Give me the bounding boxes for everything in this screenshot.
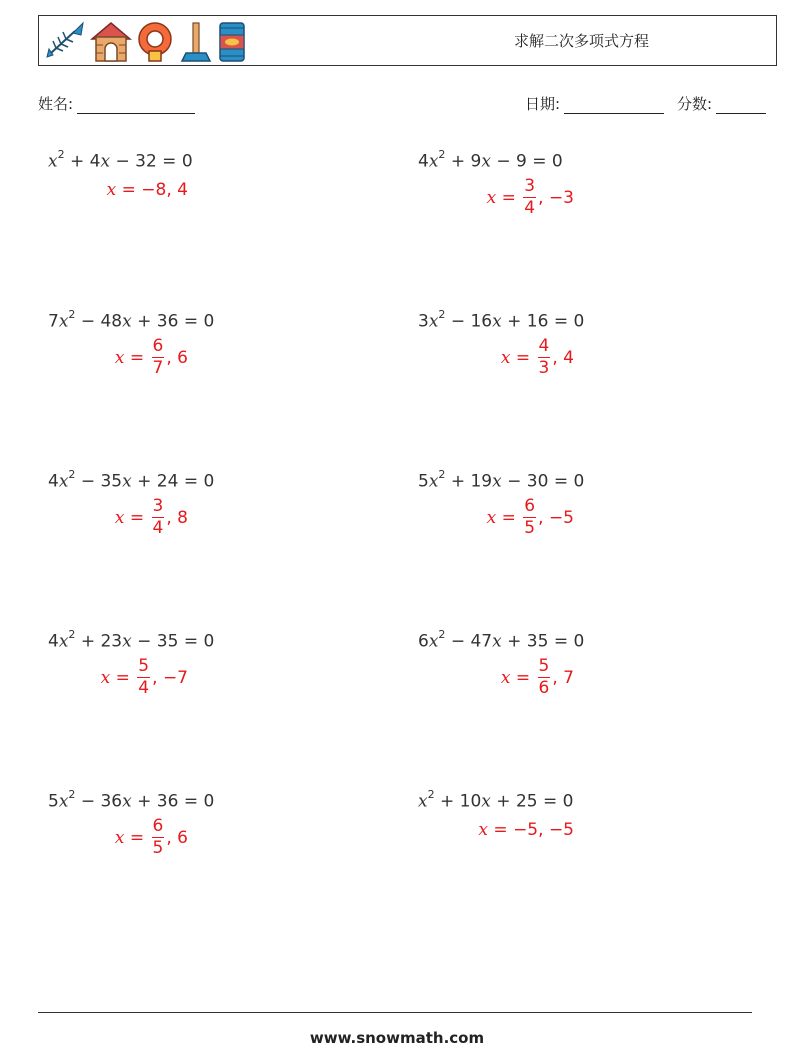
sign-1: − <box>80 471 96 492</box>
date-blank[interactable] <box>564 96 664 114</box>
coef-a: 5 <box>48 791 59 812</box>
fraction-denominator: 4 <box>152 518 164 538</box>
var-x: x <box>428 631 439 652</box>
page-title: 求解二次多项式方程 <box>514 32 650 50</box>
name-label: 姓名: <box>38 95 74 113</box>
answer: x = $\frac{3}{4}$ , −3 <box>486 176 574 218</box>
coef-c: 36 <box>156 311 179 332</box>
var-x: x <box>418 791 428 812</box>
equation: $6x^2 - 47x + 35 = 0$ <box>418 628 585 652</box>
exponent: 2 <box>68 628 76 641</box>
coef-b: 4 <box>89 151 101 172</box>
answer-fraction <box>152 818 165 857</box>
var-x: x <box>481 151 491 172</box>
sign-2: + <box>496 791 511 812</box>
answer-root-2: 4 <box>177 180 188 200</box>
answer-root-2: −5 <box>548 820 574 840</box>
fraction-numerator: 5 <box>138 656 150 676</box>
answer-root-1: −5 <box>513 820 539 840</box>
fraction-denominator: 4 <box>138 678 150 698</box>
equation: $5x^2 + 19x - 30 = 0$ <box>418 468 585 492</box>
answer-fraction <box>538 658 551 697</box>
sign-2: + <box>137 311 152 332</box>
var-x: x <box>106 180 117 200</box>
answer-root-2: 6 <box>177 347 188 368</box>
answer: x = $\frac{3}{4}$ , 8 <box>114 496 188 538</box>
answer-root-1: −8 <box>141 180 167 200</box>
fraction-denominator: 6 <box>538 678 550 698</box>
plunger-icon <box>178 19 214 63</box>
answer: x = $\frac{6}{5}$ , −5 <box>486 496 574 538</box>
coef-c: 16 <box>526 311 549 332</box>
var-x: x <box>428 471 439 492</box>
equation: $5x^2 - 36x + 36 = 0$ <box>48 788 215 812</box>
exponent: 2 <box>68 468 76 481</box>
coef-b: 48 <box>100 311 123 332</box>
score-label: 分数: <box>677 95 713 113</box>
coef-a: 6 <box>418 631 429 652</box>
answer: x = $\frac{5}{4}$ , −7 <box>100 656 188 698</box>
answer-fraction <box>523 498 536 537</box>
fraction-numerator: 3 <box>152 496 164 516</box>
exponent: 2 <box>438 308 446 321</box>
var-x: x <box>122 791 132 812</box>
answer-fraction <box>523 178 536 217</box>
coef-c: 36 <box>156 791 179 812</box>
footer-divider <box>38 1012 752 1013</box>
coef-a: 7 <box>48 311 59 332</box>
var-x: x <box>58 631 69 652</box>
coef-c: 30 <box>526 471 549 492</box>
var-x: x <box>122 311 132 332</box>
var-x: x <box>486 507 497 528</box>
answer-root-2: −5 <box>548 507 574 528</box>
var-x: x <box>500 667 511 688</box>
coef-b: 36 <box>100 791 123 812</box>
equation: $x^2 + 4x - 32 = 0$ <box>48 148 193 172</box>
answer: x = −8 , 4 <box>106 180 188 200</box>
coef-a: 4 <box>418 151 429 172</box>
var-x: x <box>428 311 439 332</box>
doghouse-icon <box>90 19 132 63</box>
var-x: x <box>500 347 511 368</box>
name-blank[interactable] <box>77 96 195 114</box>
sign-2: + <box>137 791 152 812</box>
exponent: 2 <box>68 308 76 321</box>
var-x: x <box>58 311 69 332</box>
footer-url: www.snowmath.com <box>309 1029 485 1047</box>
exponent: 2 <box>57 148 65 161</box>
sign-2: + <box>507 631 522 652</box>
equation: $x^2 + 10x + 25 = 0$ <box>418 788 574 812</box>
fraction-numerator: 4 <box>538 336 550 356</box>
answer-root-2: −7 <box>162 667 188 688</box>
sign-2: + <box>507 311 522 332</box>
coef-b: 19 <box>470 471 493 492</box>
fraction-numerator: 5 <box>538 656 550 676</box>
exponent: 2 <box>438 628 446 641</box>
answer: x = $\frac{6}{7}$ , 6 <box>114 336 188 378</box>
sign-2: − <box>137 631 152 652</box>
coef-c: 32 <box>135 151 157 172</box>
var-x: x <box>114 507 125 528</box>
date-label: 日期: <box>525 95 561 113</box>
var-x: x <box>58 791 69 812</box>
coef-a: 4 <box>48 471 59 492</box>
exponent: 2 <box>438 148 446 161</box>
var-x: x <box>122 631 132 652</box>
answer-root-2: 8 <box>177 507 188 528</box>
score-blank[interactable] <box>716 96 766 114</box>
equation: $7x^2 - 48x + 36 = 0$ <box>48 308 215 332</box>
tin-can-icon <box>217 19 247 63</box>
fraction-numerator: 3 <box>524 176 536 196</box>
sign-1: + <box>80 631 96 652</box>
var-x: x <box>58 471 69 492</box>
coef-b: 23 <box>100 631 123 652</box>
header-icons <box>43 19 247 63</box>
sign-2: − <box>507 471 522 492</box>
answer-fraction <box>137 658 150 697</box>
fraction-numerator: 6 <box>152 336 164 356</box>
score-field <box>677 93 766 114</box>
answer-root-2: 4 <box>563 347 574 368</box>
coef-a: 5 <box>418 471 429 492</box>
fraction-denominator: 7 <box>152 358 164 378</box>
var-x: x <box>100 151 111 172</box>
answer-root-2: −3 <box>548 187 574 208</box>
sign-1: − <box>450 311 466 332</box>
sign-1: + <box>450 151 466 172</box>
sign-1: + <box>440 791 455 812</box>
sign-1: − <box>450 631 466 652</box>
answer-fraction <box>152 338 165 377</box>
coef-a: 3 <box>418 311 429 332</box>
answer: x = $\frac{6}{5}$ , 6 <box>114 816 188 858</box>
coef-b: 35 <box>100 471 123 492</box>
exponent: 2 <box>68 788 76 801</box>
fraction-denominator: 3 <box>538 358 550 378</box>
sign-2: − <box>115 151 130 172</box>
fraction-numerator: 6 <box>524 496 536 516</box>
sign-1: − <box>80 791 96 812</box>
sign-1: + <box>450 471 466 492</box>
fraction-numerator: 6 <box>152 816 164 836</box>
answer-fraction <box>538 338 551 377</box>
name-field <box>38 93 195 114</box>
var-x: x <box>100 667 111 688</box>
var-x: x <box>481 791 491 812</box>
header-box <box>38 15 777 66</box>
date-field <box>525 93 664 114</box>
var-x: x <box>428 151 439 172</box>
var-x: x <box>114 827 125 848</box>
coef-c: 9 <box>515 151 527 172</box>
life-ring-icon <box>135 19 175 63</box>
fraction-denominator: 4 <box>524 198 536 218</box>
coef-c: 25 <box>515 791 538 812</box>
answer: x = $\frac{4}{3}$ , 4 <box>500 336 574 378</box>
equation: $3x^2 - 16x + 16 = 0$ <box>418 308 585 332</box>
var-x: x <box>48 151 58 172</box>
sign-2: − <box>496 151 511 172</box>
fishbone-icon <box>43 19 87 63</box>
coef-b: 9 <box>470 151 482 172</box>
sign-1: − <box>80 311 96 332</box>
answer-root-2: 7 <box>563 667 574 688</box>
coef-a: 4 <box>48 631 59 652</box>
fraction-denominator: 5 <box>524 518 536 538</box>
equation: $4x^2 + 23x - 35 = 0$ <box>48 628 215 652</box>
var-x: x <box>492 631 502 652</box>
var-x: x <box>114 347 125 368</box>
answer-root-2: 6 <box>177 827 188 848</box>
var-x: x <box>492 311 502 332</box>
var-x: x <box>492 471 502 492</box>
equation: $4x^2 - 35x + 24 = 0$ <box>48 468 215 492</box>
coef-b: 16 <box>470 311 493 332</box>
answer-fraction <box>152 498 165 537</box>
var-x: x <box>122 471 132 492</box>
coef-c: 24 <box>156 471 179 492</box>
var-x: x <box>478 820 488 840</box>
fraction-denominator: 5 <box>152 838 164 858</box>
var-x: x <box>486 187 497 208</box>
coef-b: 10 <box>459 791 482 812</box>
equation: $4x^2 + 9x - 9 = 0$ <box>418 148 563 172</box>
coef-c: 35 <box>526 631 549 652</box>
answer: x = −5 , −5 <box>478 820 574 840</box>
exponent: 2 <box>438 468 446 481</box>
answer: x = $\frac{5}{6}$ , 7 <box>500 656 574 698</box>
sign-1: + <box>70 151 85 172</box>
exponent: 2 <box>427 788 435 801</box>
sign-2: + <box>137 471 152 492</box>
coef-c: 35 <box>156 631 179 652</box>
coef-b: 47 <box>470 631 493 652</box>
